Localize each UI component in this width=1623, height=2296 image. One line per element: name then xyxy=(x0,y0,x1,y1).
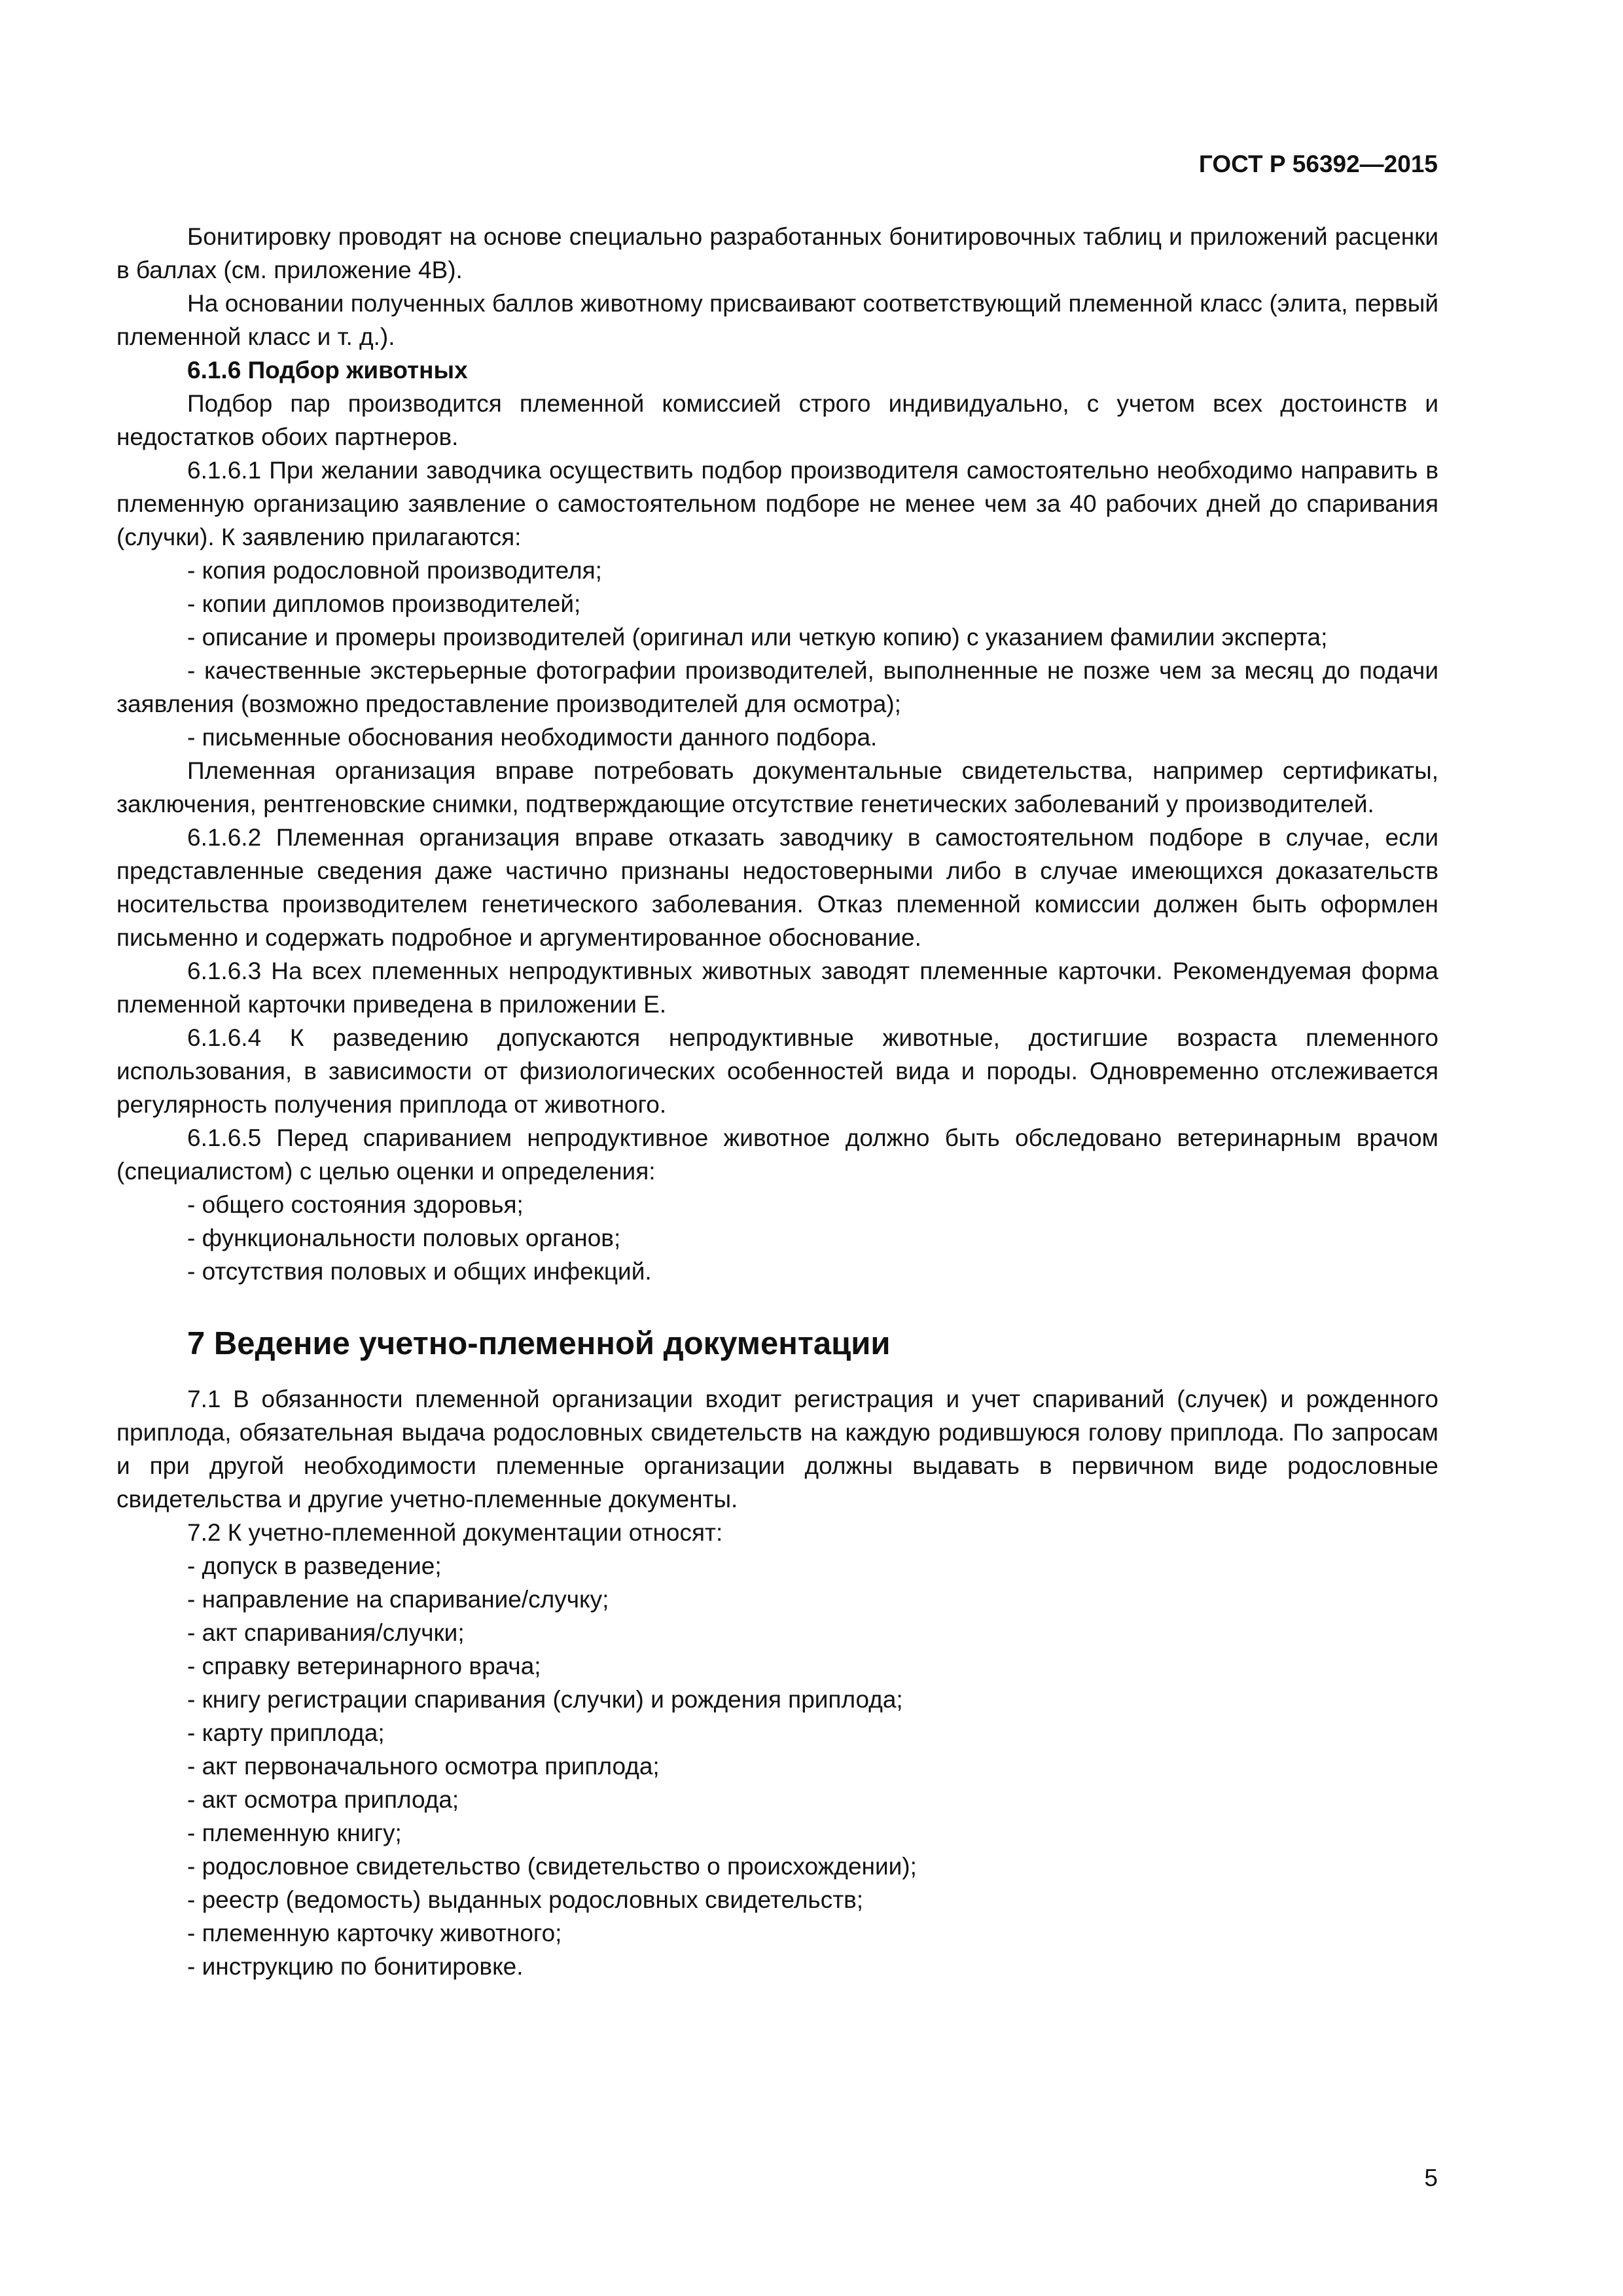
list-item: - племенную карточку животного; xyxy=(187,1920,562,1946)
list-item: - племенную книгу; xyxy=(187,1820,402,1846)
paragraph-6-1-6-1: 6.1.6.1 При желании заводчика осуществить подбор производителя самостоятельно необходимо направить в племенную организацию заявление о самостоятельном подборе не менее чем за 40 рабочих дней до спаривания (случки). К заявлению прилагаются: xyxy=(116,457,1438,550)
paragraph-6-1-6-4: 6.1.6.4 К разведению допускаются непродуктивные животные, достигшие возраста племенного использования, в зависимости от физиологических особенностей вида и породы. Одновременно отслеживается регулярность получения приплода от животного. xyxy=(116,1024,1438,1118)
list-item: - акт осмотра приплода; xyxy=(187,1786,459,1813)
subsection-title-6-1-6: 6.1.6 Подбор животных xyxy=(187,357,468,384)
list-item: - направление на спаривание/случку; xyxy=(187,1586,609,1613)
paragraph-6-1-6-5: 6.1.6.5 Перед спариванием непродуктивное животное должно быть обследовано ветеринарным врачом (специалистом) с целью оценки и определения: xyxy=(116,1124,1438,1185)
list-item: - копия родословной производителя; xyxy=(187,557,602,584)
list-6-1-6-1 xyxy=(116,554,1438,754)
paragraph-6-1-6-2: 6.1.6.2 Племенная организация вправе отказать заводчику в самостоятельном подборе в случае, если представленные сведения даже частично признаны недостоверными либо в случае имеющихся доказательств носительства производителем генетического заболевания. Отказ племенной комиссии должен быть оформлен письменно и содержать подробное и аргументированное обоснование. xyxy=(116,824,1438,951)
list-item: - допуск в разведение; xyxy=(187,1552,442,1579)
list-item: - общего состояния здоровья; xyxy=(187,1191,524,1218)
section-title-7: 7 Ведение учетно-племенной документации xyxy=(187,1326,891,1361)
list-item: - акт спаривания/случки; xyxy=(187,1619,465,1646)
document-header-id: ГОСТ Р 56392—2015 xyxy=(1198,151,1438,177)
list-item: - инструкцию по бонитировке. xyxy=(187,1953,524,1980)
list-item: - справку ветеринарного врача; xyxy=(187,1653,541,1679)
list-item: - описание и промеры производителей (оригинал или четкую копию) с указанием фамилии эксперта; xyxy=(187,624,1328,651)
paragraph-7-2: 7.2 К учетно-племенной документации относят: xyxy=(187,1519,723,1546)
list-item: - качественные экстерьерные фотографии производителей, выполненные не позже чем за месяц до подачи заявления (возможно предоставление производителей для осмотра); xyxy=(116,657,1438,717)
list-item: - карту приплода; xyxy=(187,1719,385,1746)
document-body xyxy=(116,220,1438,1983)
paragraph-organization-rights: Племенная организация вправе потребовать документальные свидетельства, например сертификаты, заключения, рентгеновские снимки, подтверждающие отсутствие генетических заболеваний у производителей. xyxy=(116,757,1438,817)
paragraph-pair-selection: Подбор пар производится племенной комиссией строго индивидуально, с учетом всех достоинств и недостатков обоих партнеров. xyxy=(116,390,1438,450)
list-item: - родословное свидетельство (свидетельство о происхождении); xyxy=(187,1853,917,1880)
paragraph-6-1-6-3: 6.1.6.3 На всех племенных непродуктивных животных заводят племенные карточки. Рекомендуемая форма племенной карточки приведена в приложении Е. xyxy=(116,958,1438,1018)
list-item: - отсутствия половых и общих инфекций. xyxy=(187,1258,652,1285)
paragraph-class-assignment: На основании полученных баллов животному присваивают соответствующий племенной класс (элита, первый племенной класс и т. д.). xyxy=(116,290,1438,350)
list-7-2 xyxy=(116,1549,1438,1983)
paragraph-7-1: 7.1 В обязанности племенной организации входит регистрация и учет спариваний (случек) и рожденного приплода, обязательная выдача родословных свидетельств на каждую родившуюся голову приплода. По запросам и при другой необходимости племенные организации должны выдавать в первичном виде родословные свидетельства и другие учетно-племенные документы. xyxy=(116,1386,1438,1513)
list-item: - письменные обоснования необходимости данного подбора. xyxy=(187,724,878,751)
paragraph-bonitirovka: Бонитировку проводят на основе специально разработанных бонитировочных таблиц и приложений расценки в баллах (см. приложение 4В). xyxy=(116,223,1438,283)
list-item: - копии дипломов производителей; xyxy=(187,590,581,617)
list-6-1-6-5 xyxy=(116,1188,1438,1288)
list-item: - функциональности половых органов; xyxy=(187,1225,621,1251)
list-item: - книгу регистрации спаривания (случки) и рождения приплода; xyxy=(187,1686,903,1713)
page-number: 5 xyxy=(1424,2164,1438,2191)
list-item: - реестр (ведомость) выданных родословных свидетельств; xyxy=(187,1886,864,1913)
list-item: - акт первоначального осмотра приплода; xyxy=(187,1753,660,1780)
